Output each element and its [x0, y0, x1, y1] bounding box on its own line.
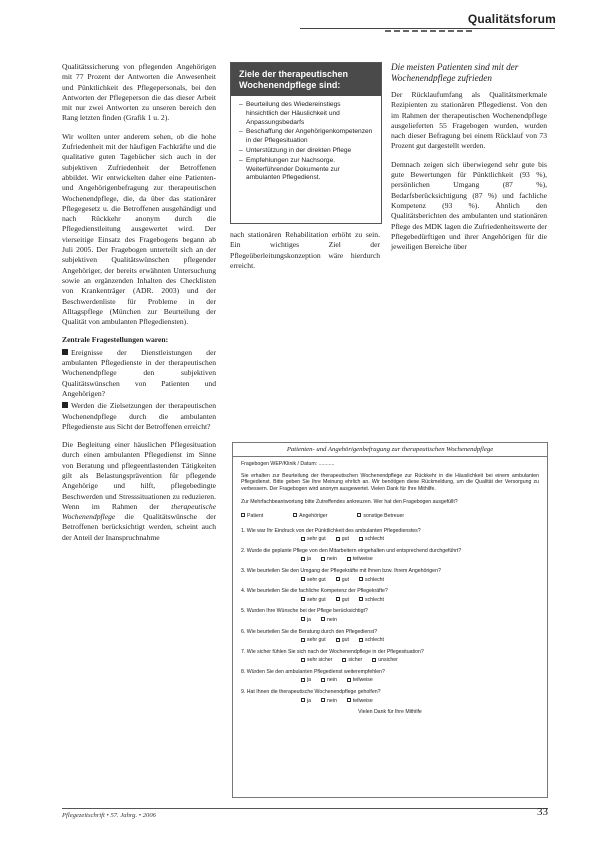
answer-label: schlecht — [364, 637, 384, 644]
goals-list-item: – Unterstützung in der direkten Pflege — [239, 147, 373, 156]
questionnaire-meta: Fragebogen WEP/Klinik / Datum: ........... — [241, 461, 335, 467]
answer-label: ja — [307, 677, 312, 684]
answer-label: schlecht — [364, 596, 384, 603]
answer-option — [336, 536, 349, 543]
question-options — [241, 597, 539, 604]
answer-label: teilweise — [352, 697, 373, 704]
goals-box — [230, 62, 382, 224]
question-options — [241, 657, 539, 664]
question-item — [241, 629, 539, 644]
answer-option — [342, 657, 362, 664]
answer-option — [359, 637, 384, 644]
category-option — [293, 513, 327, 520]
question-item — [241, 669, 539, 684]
answer-label: gut — [341, 576, 349, 583]
question-text: 6. Wie beurteilen Sie die Beratung durch den Pflegedienst? — [241, 628, 378, 635]
checkbox-icon — [359, 638, 363, 642]
answer-label: nein — [327, 616, 337, 623]
checkbox-icon — [301, 537, 305, 541]
answer-label: sicher — [348, 657, 363, 664]
answer-label: gut — [341, 536, 349, 543]
goals-list-item: – Beurteilung des Wiedereinstiegs hinsichtlich der Häuslichkeit und Anpassungsbedarfs — [239, 101, 373, 127]
question-text: 2. Wurde die geplante Pflege von den Mitarbeitern eingehalten und entsprechend durchgeführt? — [241, 547, 462, 554]
questionnaire-figure — [232, 442, 548, 798]
category-label: Angehöriger — [299, 512, 328, 519]
checkbox-icon — [342, 658, 346, 662]
answer-option — [336, 637, 349, 644]
question-item — [241, 689, 539, 704]
checkbox-icon — [357, 513, 361, 517]
answer-option — [301, 637, 326, 644]
answer-label: sehr gut — [307, 536, 326, 543]
category-label: sonstige Betreuer — [363, 512, 405, 519]
checkbox-icon — [372, 658, 376, 662]
right-paragraph-2: Demnach zeigen sich überwiegend sehr gute bis gute Bewertungen für Pünktlichkeit (93 %), persönlichen Umgang (87 %), Bedarfsberücksichtigung (87 %) und fachliche Kompetenz (93 %). Ähnlich den Qualitätsberichten des ambulanten und stationären Pflege des MDK lagen die Zufriedenheitswerte der Pflegebedürftigen und ihrer Angehörigen für die jeweiligen Bereiche über — [391, 159, 547, 252]
question-item — [241, 588, 539, 603]
footer-text: Pflegezeitschrift • 57. Jahrg. • 2006 — [62, 812, 156, 819]
answer-option — [372, 657, 398, 664]
questionnaire-footer: Vielen Dank für Ihre Mithilfe — [358, 709, 422, 716]
checkbox-icon — [336, 597, 340, 601]
answer-option — [321, 556, 337, 563]
category-option — [357, 513, 404, 520]
question-item — [241, 649, 539, 664]
answer-label: unsicher — [378, 657, 398, 664]
answer-label: schlecht — [364, 536, 384, 543]
left-paragraph-3-italic: therapeutische Wochenendpflege — [62, 501, 216, 522]
left-subheading: Zentrale Fragestellungen waren: — [62, 335, 169, 345]
middle-paragraph-1: nach stationären Rehabilitation erhöht zu sein. Ein wichtiges Ziel der Pflegeüberleitungskonzeption wäre hierdurch erreicht. — [230, 230, 380, 270]
checkbox-icon — [301, 658, 305, 662]
right-column — [391, 62, 547, 260]
answer-label: ja — [307, 556, 312, 563]
question-text: 7. Wie sicher fühlen Sie sich nach der Wochenendpflege in der Pflegesituation? — [241, 648, 424, 655]
question-options — [241, 556, 539, 563]
questionnaire-body — [233, 457, 547, 720]
question-options — [241, 617, 539, 624]
answer-option — [347, 556, 373, 563]
answer-label: teilweise — [352, 556, 373, 563]
checkbox-icon — [241, 513, 245, 517]
left-paragraph-2: Wir wollten unter anderem sehen, ob die hohe Zufriedenheit mit der häufigen Fachkräfte und die qualitative guten Tagebücher sich auch in der subjektiven Zufriedenheit der Betroffenen abbildet. Wir entwickelten daher eine Patienten- und Angehörigenbefragung zur therapeutischen Wochenendpflege, die, da über das stationärer Pflegegesetz u. die Betroffenen ausgehändigt und nach Rückkehr anonym durch die Pflegedienstleitung ausgewertet wird. Der vierseitige Einsatz des Fragebogens begann ab Juli 2005. Der Fragebogen unterteilt sich an der subjektiven Qualitätswünschen pflegender Angehöriger, der bereits erwähnten Untersuchung sowie an ergänzenden Inhalten des Checklisten von Krankenträger (ADR. 2003) und der Beschwerdenliste für Probleme in der Alltagspflege (München zur Beurteilung der Qualität von ambulanten Pflegediensten). — [62, 131, 216, 327]
header-title: Qualitätsforum — [467, 12, 556, 26]
checkbox-icon — [321, 557, 325, 561]
header-rule — [300, 28, 555, 29]
answer-label: nein — [327, 697, 337, 704]
answer-option — [301, 677, 311, 684]
checkbox-icon — [336, 577, 340, 581]
question-item — [241, 548, 539, 563]
question-options — [241, 536, 539, 543]
header-decoration — [385, 30, 475, 32]
question-text: 8. Würden Sie den ambulanten Pflegedienst weiterempfehlen? — [241, 668, 385, 675]
answer-option — [321, 698, 337, 705]
answer-option — [321, 677, 337, 684]
answer-option — [301, 597, 326, 604]
question-item — [241, 528, 539, 543]
answer-label: ja — [307, 616, 312, 623]
answer-label: nein — [327, 556, 337, 563]
checkbox-icon — [321, 678, 325, 682]
checkbox-icon — [301, 638, 305, 642]
left-bullet-1 — [62, 348, 216, 399]
checkbox-icon — [301, 597, 305, 601]
answer-option — [301, 536, 326, 543]
goals-box-title: Ziele der therapeutischen Wochenendpflege sind: — [231, 63, 381, 96]
question-item — [241, 608, 539, 623]
question-options — [241, 677, 539, 684]
answer-option — [347, 677, 373, 684]
answer-option — [301, 556, 311, 563]
right-heading: Die meisten Patienten sind mit der Wochenendpflege zufrieden — [391, 62, 519, 83]
checkbox-icon — [301, 557, 305, 561]
checkbox-icon — [301, 678, 305, 682]
bullet-square-icon — [62, 349, 68, 355]
answer-label: sehr gut — [307, 576, 326, 583]
left-column — [62, 62, 216, 551]
answer-option — [336, 597, 349, 604]
question-text: 1. Wie war Ihr Eindruck von der Pünktlichkeit des ambulanten Pflegedienstes? — [241, 527, 421, 534]
answer-option — [359, 597, 384, 604]
left-bullet-2 — [62, 401, 216, 432]
checkbox-icon — [359, 537, 363, 541]
category-option — [241, 513, 263, 520]
checkbox-icon — [301, 698, 305, 702]
answer-label: ja — [307, 697, 312, 704]
footer-rule — [62, 808, 548, 809]
answer-option — [301, 657, 332, 664]
goals-list-item: – Beschaffung der Angehörigenkompetenzen in der Pflegesituation — [239, 128, 373, 146]
answer-option — [321, 617, 337, 624]
right-paragraph-1: Der Rücklaufumfang als Qualitätsmerkmale Rezipienten zu stationären Pflegedienst. Von den im Rahmen der therapeutischen Wochenendpflege ausgelieferten 55 Fragebogen wurden, wurden nach dieser Befragung bei einem Rücklauf von 73 Prozent gut dargestellt werden. — [391, 90, 547, 151]
page-number: 33 — [537, 806, 548, 818]
left-paragraph-3-start: Die Begleitung einer häuslichen Pflegesituation durch einen ambulanten Pflegedienst im Sinne von Beratung und pflegeentlastenden Tätigkeiten gilt als Belastungsprävention für pflegende Angehörige und hilft, pflegebedingte Beschwerden und Stresssituationen zu reduzieren. Wenn im Rahmen der — [62, 440, 216, 511]
middle-column — [230, 230, 380, 279]
bullet-square-icon — [62, 402, 68, 408]
checkbox-icon — [347, 678, 351, 682]
answer-label: sehr gut — [307, 637, 326, 644]
question-text: 9. Hat Ihnen die therapeutische Wochenendpflege geholfen? — [241, 689, 381, 696]
left-bullet-1-text: Ereignisse der Dienstleistungen der ambulanten Pflegedienste in der therapeutischen Wochenendpflege den subjektiven Qualitätswünschen von Patienten und Angehörigen? — [62, 347, 216, 398]
checkbox-icon — [301, 577, 305, 581]
answer-option — [336, 577, 349, 584]
question-text: 3. Wie beurteilen Sie den Umgang der Pflegekräfte mit Ihnen bzw. Ihrem Angehörigen? — [241, 567, 441, 574]
category-label: Patient — [247, 512, 264, 519]
questionnaire-title: Patienten- und Angehörigenbefragung zur therapeutischen Wochenendpflege — [233, 443, 547, 457]
respondent-categories — [241, 513, 539, 520]
answer-option — [359, 577, 384, 584]
question-item — [241, 568, 539, 583]
question-text: 5. Wurden Ihre Wünsche bei der Pflege berücksichtigt? — [241, 608, 368, 615]
question-options — [241, 698, 539, 705]
answer-label: sehr gut — [307, 596, 326, 603]
question-text: 4. Wie beurteilen Sie die fachliche Kompetenz der Pflegekräfte? — [241, 588, 388, 595]
answer-option — [301, 617, 311, 624]
questionnaire-intro-2: Zur Mehrfachbeantwortung bitte Zutreffendes ankreuzen. Wer hat den Fragebogen ausgefüllt? — [241, 499, 458, 506]
left-paragraph-1: Qualitätssicherung von pflegenden Angehörigen mit 77 Prozent der Antworten die Anwesenheit und Pünktlichkeit des Pflegepersonals, bei den Antworten der Pflegeperson die das dieser Arbeit mit nur zwei Antworten zu unseren bereich den Rang letzten finden (Grafik 1 u. 2). — [62, 62, 216, 123]
left-paragraph-3 — [62, 440, 216, 543]
answer-label: gut — [341, 637, 349, 644]
checkbox-icon — [359, 577, 363, 581]
answer-option — [301, 698, 311, 705]
answer-label: nein — [327, 677, 337, 684]
goals-list-item: – Empfehlungen zur Nachsorge. Weiterführender Dokumente zur ambulanten Pflegedienst. — [239, 157, 373, 183]
checkbox-icon — [301, 617, 305, 621]
checkbox-icon — [293, 513, 297, 517]
checkbox-icon — [321, 617, 325, 621]
question-options — [241, 577, 539, 584]
left-paragraph-3-end: die Qualitätswünsche der Betroffenen berücksichtigt werden, scheint auch der Anteil der Inanspruchnahme — [62, 512, 216, 542]
answer-option — [359, 536, 384, 543]
answer-option — [347, 698, 373, 705]
checkbox-icon — [347, 698, 351, 702]
question-list — [241, 528, 539, 705]
checkbox-icon — [359, 597, 363, 601]
answer-label: gut — [341, 596, 349, 603]
questionnaire-intro: Sie erhalten zur Beurteilung der therapeutischen Wochenendpflege zur Rückkehr in die Häuslichkeit bei einem ambulanten Pflegedienst. Bitte geben Sie Ihre Meinung ehrlich an. Wir benötigen diese Rückmeldung, um die Qualität der Versorgung zu verbessern. Der Fragebogen wird anonym ausgewertet. Vielen Dank für Ihre Mithilfe. — [241, 472, 539, 492]
left-bullet-2-text: Werden die Zielsetzungen der therapeutischen Wochenendpflege durch die ambulanten Pflegedienste aus Sicht der Betroffenen erreicht? — [62, 401, 216, 431]
checkbox-icon — [321, 698, 325, 702]
goals-list — [231, 96, 381, 183]
answer-label: schlecht — [364, 576, 384, 583]
checkbox-icon — [336, 638, 340, 642]
checkbox-icon — [336, 537, 340, 541]
answer-option — [301, 577, 326, 584]
answer-label: teilweise — [352, 677, 373, 684]
answer-label: sehr sicher — [307, 657, 333, 664]
checkbox-icon — [347, 557, 351, 561]
question-options — [241, 637, 539, 644]
